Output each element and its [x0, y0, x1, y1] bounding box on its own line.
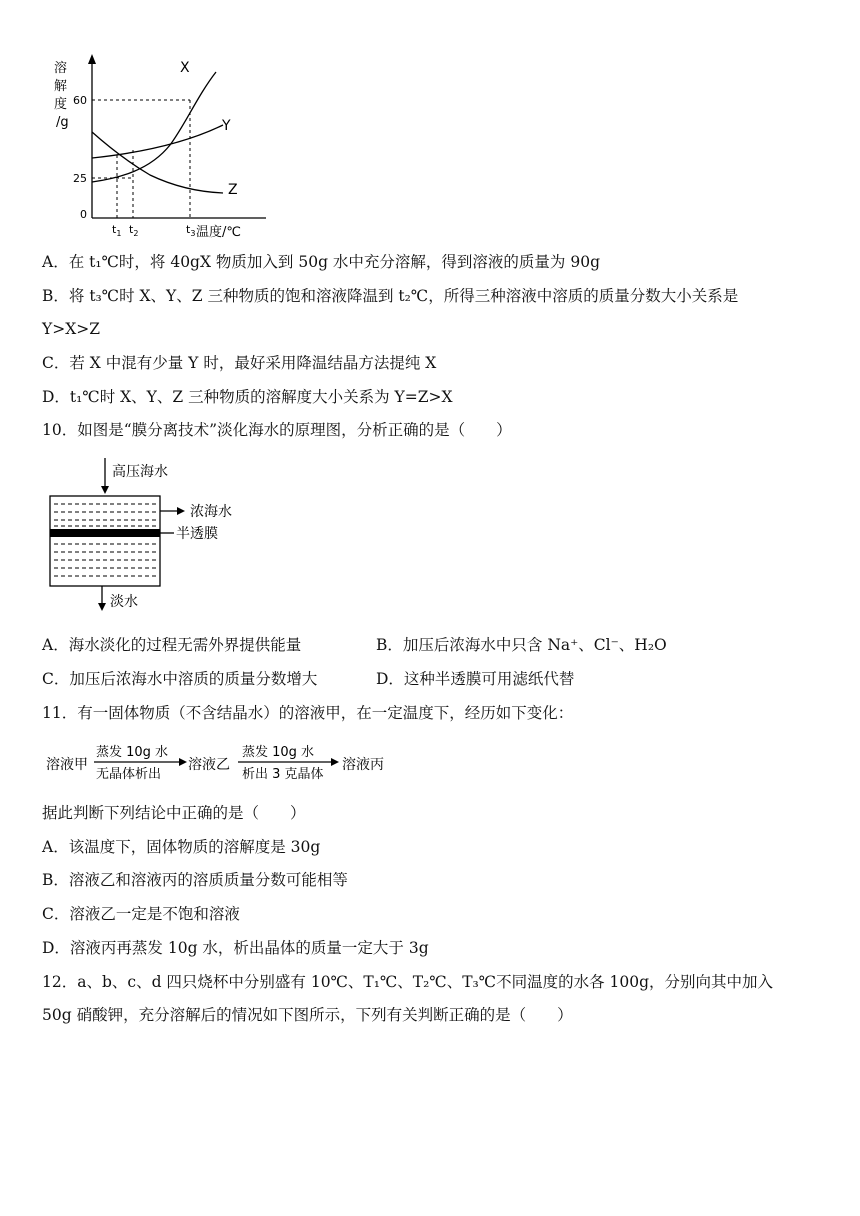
membrane-diagram	[44, 456, 264, 618]
q11-option-a: A．该温度下，固体物质的溶解度是 30g	[42, 838, 321, 856]
x-axis-label: 温度/℃	[196, 225, 241, 240]
q12-stem-line1: 12．a、b、c、d 四只烧杯中分别盛有 10℃、T₁℃、T₂℃、T₃℃不同温度的水各 100g，分别向其中加入	[42, 973, 774, 991]
q10-stem: 10．如图是“膜分离技术”淡化海水的原理图，分析正确的是（ ）	[42, 421, 512, 439]
x-tick-t2: $t_2$	[129, 223, 139, 238]
curve-y	[92, 125, 223, 158]
q9-option-b-line2: Y>X>Z	[42, 320, 101, 338]
q11-question: 据此判断下列结论中正确的是（ ）	[42, 804, 306, 822]
curve-label-z: Z	[228, 182, 238, 198]
flow-step1-bottom: 无晶体析出	[96, 767, 162, 782]
label-fresh-water: 淡水	[110, 594, 138, 610]
flow-solution-a: 溶液甲	[46, 757, 88, 773]
flow-solution-c: 溶液丙	[342, 757, 384, 773]
y-label-3: 度	[54, 97, 68, 112]
label-high-pressure-seawater: 高压海水	[112, 464, 168, 480]
curve-label-x: X	[180, 60, 190, 76]
membrane	[50, 529, 160, 537]
x-tick-t3: $t_3$	[186, 223, 196, 238]
q11-option-c: C．溶液乙一定是不饱和溶液	[42, 905, 240, 923]
label-semipermeable-membrane: 半透膜	[176, 526, 218, 542]
x-tick-t1: $t_1$	[112, 223, 122, 238]
q9-option-b-line1: B．将 t₃℃时 X、Y、Z 三种物质的饱和溶液降温到 t₂℃，所得三种溶液中溶质的质量分数大小关系是	[42, 287, 739, 305]
y-tick-60: 60	[73, 94, 87, 107]
q11-stem: 11．有一固体物质（不含结晶水）的溶液甲，在一定温度下，经历如下变化：	[42, 704, 574, 722]
q9-option-d: D．t₁℃时 X、Y、Z 三种物质的溶解度大小关系为 Y=Z>X	[42, 388, 453, 406]
curve-z	[92, 132, 223, 193]
q11-option-b: B．溶液乙和溶液丙的溶质质量分数可能相等	[42, 871, 348, 889]
curve-label-y: Y	[222, 118, 231, 134]
y-label-4: /g	[56, 115, 69, 130]
q9-option-a: A．在 t₁℃时，将 40gX 物质加入到 50g 水中充分溶解，得到溶液的质量为 90g	[42, 253, 601, 271]
q10-option-b: B．加压后浓海水中只含 Na⁺、Cl⁻、H₂O	[376, 636, 667, 654]
q9-option-c: C．若 X 中混有少量 Y 时，最好采用降温结晶方法提纯 X	[42, 354, 437, 372]
q12-stem-line2: 50g 硝酸钾，充分溶解后的情况如下图所示，下列有关判断正确的是（ ）	[42, 1006, 573, 1024]
y-tick-25: 25	[73, 172, 87, 185]
solution-flow-diagram	[46, 738, 406, 784]
flow-step1-top: 蒸发 10g 水	[96, 745, 169, 760]
flow-step2-top: 蒸发 10g 水	[242, 745, 315, 760]
y-label-1: 溶	[54, 61, 68, 76]
origin-label: 0	[80, 208, 87, 221]
q10-option-a: A．海水淡化的过程无需外界提供能量	[42, 636, 302, 654]
q11-option-d: D．溶液丙再蒸发 10g 水，析出晶体的质量一定大于 3g	[42, 939, 429, 957]
solubility-chart	[40, 50, 270, 240]
flow-step2-bottom: 析出 3 克晶体	[242, 767, 324, 782]
y-label-2: 解	[54, 79, 68, 94]
flow-solution-b: 溶液乙	[188, 757, 230, 773]
curve-x	[92, 72, 216, 182]
label-concentrated-seawater: 浓海水	[190, 504, 232, 520]
q10-option-c: C．加压后浓海水中溶质的质量分数增大	[42, 670, 318, 688]
q10-option-d: D．这种半透膜可用滤纸代替	[376, 670, 575, 688]
